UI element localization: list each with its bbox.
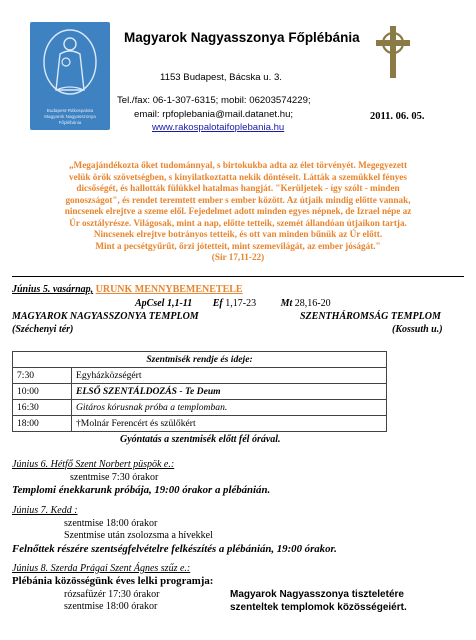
day-title-monday: Június 6. Hétfő Szent Norbert püspök e.: bbox=[12, 459, 175, 470]
quote-line: „Megajándékozta őket tudománnyal, s birtokukba adta az élet törvényét. Megegyezett bbox=[68, 160, 408, 170]
logo-caption-2: Magyarok Nagyasszonya bbox=[44, 114, 96, 120]
box-line: Magyarok Nagyasszonya tiszteletére bbox=[230, 589, 404, 600]
quote-reference: (Sir 17,11-22) bbox=[211, 252, 265, 262]
mass-time: 7:30 bbox=[13, 368, 72, 384]
quote-line: dicsőségét, és hallották fülükkel hatalmas hangját. "Kerüljetek - így szólt - minden bbox=[76, 183, 400, 193]
table-row bbox=[13, 384, 387, 400]
church-right: SZENTHÁROMSÁG TEMPLOM bbox=[300, 311, 441, 322]
box-line: szenteltek templomok közösségeiért. bbox=[230, 602, 407, 613]
day-title-wednesday: Június 8. Szerda Prágai Szent Ágnes szűz e.: bbox=[12, 563, 191, 574]
table-row bbox=[13, 368, 387, 384]
divider bbox=[12, 276, 464, 277]
reading-3-label: Mt bbox=[280, 298, 293, 309]
quote-line: Mint a pecsétgyűrűt, őrzi jótetteit, mint szemevilágát, az ember jóságát." bbox=[95, 240, 381, 251]
church-left-location: (Széchenyi tér) bbox=[12, 324, 74, 335]
schedule-header: Szentmisék rendje és ideje: bbox=[13, 352, 387, 368]
parish-logo bbox=[30, 22, 110, 130]
reading-3: 28,16-20 bbox=[294, 298, 331, 309]
mass-intention: Gitáros kórusnak próba a templomban. bbox=[72, 400, 387, 416]
mass-intention: ELSŐ SZENTÁLDOZÁS - Te Deum bbox=[72, 384, 387, 400]
quote-line: Úr osztályrésze. Világosak, mint a nap, előtte tetteik, szemét állandóan útjaikon tartja. bbox=[69, 217, 407, 228]
sunday-date: Június 5. vasárnap, bbox=[12, 284, 94, 295]
church-right-location: (Kossuth u.) bbox=[392, 324, 443, 335]
table-row bbox=[13, 400, 387, 416]
email-line[interactable]: email: rpfoplebania@mail.datanet.hu; bbox=[134, 109, 294, 120]
reading-1: ApCsel 1,1-11 bbox=[135, 298, 193, 309]
logo-caption-1: Budapest-Rákospalota bbox=[46, 108, 94, 114]
day-line: szentmise 18:00 órakor bbox=[64, 601, 158, 612]
quote-line: Nincsenek elrejtve botrányos tetteik, és ott van minden bűnük az Úr előtt. bbox=[93, 229, 383, 239]
feast-name: URUNK MENNYBEMENETELE bbox=[95, 284, 243, 295]
mass-time: 18:00 bbox=[13, 416, 72, 432]
church-left: MAGYAROK NAGYASSZONYA TEMPLOM bbox=[12, 311, 199, 322]
intention-box bbox=[230, 588, 468, 614]
day-line-bold: Felnőttek részére szentségfelvételre felkészítés a plébánián, 19:00 órakor. bbox=[12, 543, 337, 555]
mass-intention: †Molnár Ferencért és szülőkért bbox=[72, 416, 387, 432]
quote-line: velük örök szövetségben, s kinyilatkoztatta nekik döntéseit. Látták a szemükkel fényes bbox=[69, 171, 407, 182]
website-link[interactable]: www.rakospalotaifoplebania.hu bbox=[152, 122, 285, 133]
madonna-icon bbox=[38, 26, 102, 98]
day-line-bold: Plébánia közösségünk éves lelki programja: bbox=[12, 575, 214, 587]
readings bbox=[135, 298, 331, 309]
confession-note: Gyóntatás a szentmisék előtt fél órával. bbox=[120, 434, 281, 445]
mass-intention: Egyházközségért bbox=[72, 368, 387, 384]
mass-time: 10:00 bbox=[13, 384, 72, 400]
sunday-heading bbox=[12, 284, 243, 295]
mass-schedule-table bbox=[12, 351, 387, 432]
day-title-tuesday: Június 7. Kedd : bbox=[12, 505, 78, 516]
parish-title: Magyarok Nagyasszonya Főplébánia bbox=[124, 30, 360, 45]
reading-2: 1,17-23 bbox=[225, 298, 257, 309]
day-line: szentmise 18:00 órakor bbox=[64, 518, 158, 529]
day-line: rózsafüzér 17:30 órakor bbox=[64, 589, 160, 600]
table-row bbox=[13, 416, 387, 432]
reading-2-label: Ef bbox=[212, 298, 223, 309]
logo-caption-3: Főplébánia bbox=[58, 120, 82, 126]
celtic-cross-icon bbox=[373, 24, 413, 80]
day-line-bold: Templomi énekkarunk próbája, 19:00 órakor a plébánián. bbox=[12, 484, 271, 496]
bulletin-date: 2011. 06. 05. bbox=[370, 111, 425, 122]
address: 1153 Budapest, Bácska u. 3. bbox=[160, 72, 282, 83]
quote-line: nincsenek elrejtve a szeme elől. Fejedelmet adott minden egyes népnek, de Izrael népe az bbox=[64, 206, 412, 216]
mass-time: 16:30 bbox=[13, 400, 72, 416]
table-header-row bbox=[13, 352, 387, 368]
day-line: Szentmise után zsolozsma a hívekkel bbox=[64, 530, 213, 541]
day-line: szentmise 7:30 órakor bbox=[70, 472, 159, 483]
scripture-quote bbox=[30, 160, 446, 264]
quote-line: gonoszságot", és rendet teremtett ember s ember között. Az útjaik mindig előtte vannak, bbox=[65, 194, 411, 205]
phone-line: Tel./fax: 06-1-307-6315; mobil: 06203574229; bbox=[117, 95, 311, 106]
